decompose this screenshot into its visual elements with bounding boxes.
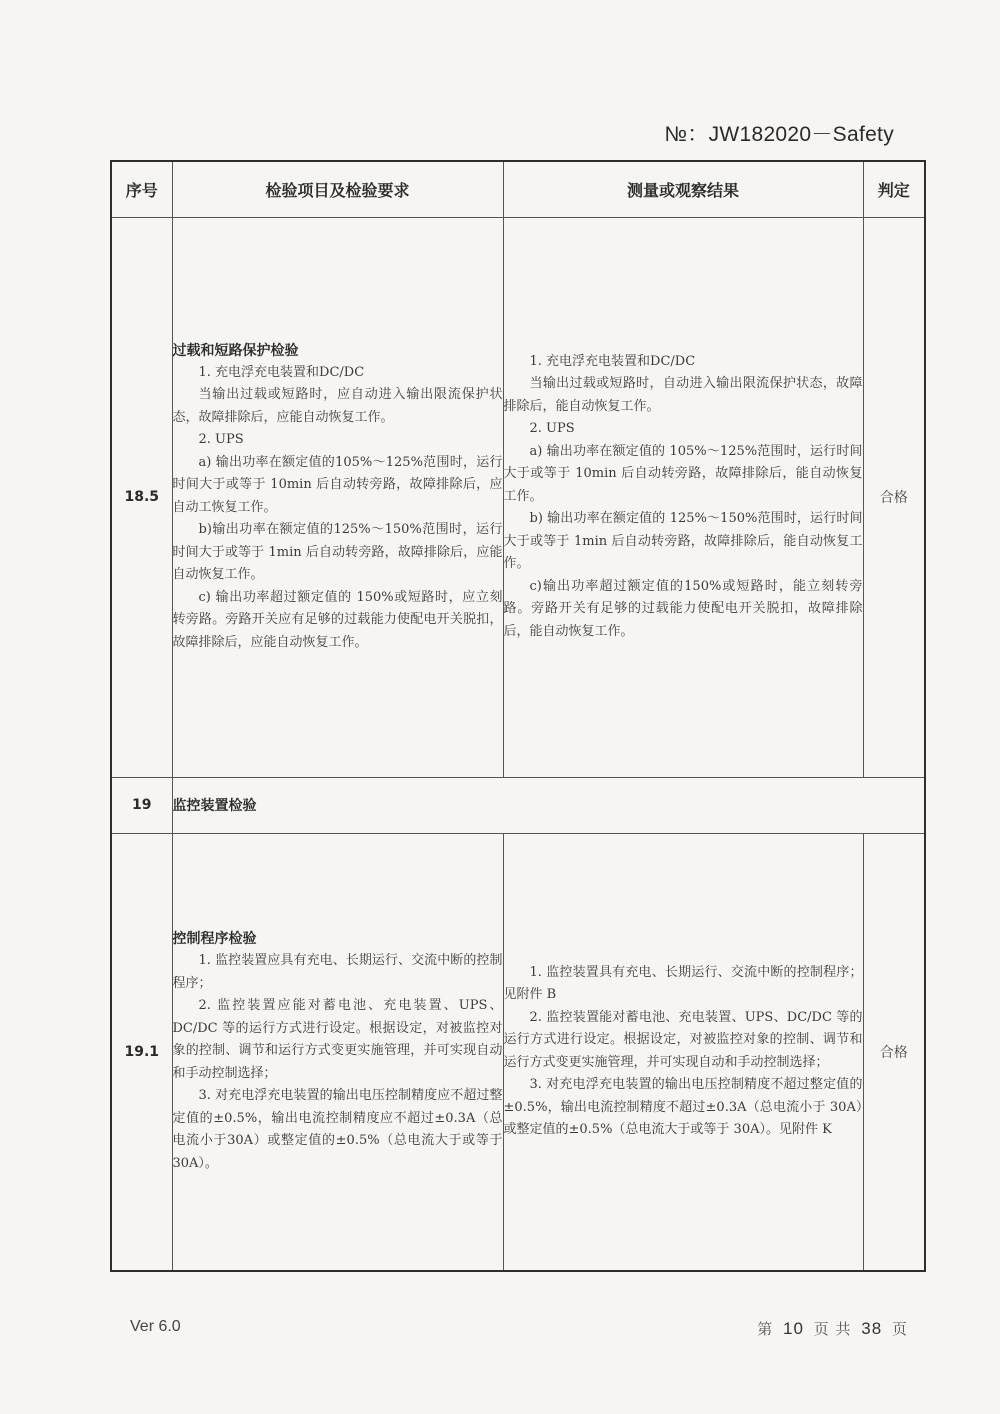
requirement-cell <box>172 217 503 777</box>
inspection-table <box>110 160 926 1272</box>
page-mid: 页 共 <box>813 1320 852 1338</box>
requirement-line: 1. 充电浮充电装置和DC/DC <box>198 364 365 380</box>
table-header-row <box>111 161 925 217</box>
requirement-line: 2. 监控装置应能对蓄电池、充电装置、UPS、DC/DC 等的运行方式进行设定。根据设定，对被监控对象的控制、调节和运行方式变更实施管理，并可实现自动和手动控制选择； <box>172 998 503 1081</box>
row-number: 19.1 <box>111 833 172 1271</box>
requirement-line: 当输出过载或短路时，应自动进入输出限流保护状态，故障排除后，应能自动恢复工作。 <box>172 387 503 425</box>
page-indicator <box>757 1318 908 1339</box>
result-line: c)输出功率超过额定值的150%或短路时，能立刻转旁路。旁路开关有足够的过载能力使配电开关脱扣，故障排除后，能自动恢复工作。 <box>503 578 863 639</box>
table-row-group <box>111 777 925 833</box>
requirement-line: 3. 对充电浮充电装置的输出电压控制精度应不超过整定值的±0.5%，输出电流控制精度应不超过±0.3A（总电流小于30A）或整定值的±0.5%（总电流大于或等于 30A）。 <box>172 1088 503 1171</box>
requirement-cell <box>172 833 503 1271</box>
result-line: a) 输出功率在额定值的 105%～125%范围时，运行时间大于或等于 10min 后自动转旁路，故障排除后，能自动恢复工作。 <box>503 443 863 504</box>
header-verdict: 判定 <box>863 161 925 217</box>
verdict-cell: 合格 <box>863 833 925 1271</box>
page-suffix: 页 <box>891 1320 908 1338</box>
result-line: 3. 对充电浮充电装置的输出电压控制精度不超过整定值的±0.5%，输出电流控制精度不超过±0.3A（总电流小于 30A）或整定值的±0.5%（总电流大于或等于 30A）。见附件 K <box>503 1077 863 1138</box>
header-seq: 序号 <box>111 161 172 217</box>
result-line: 1. 监控装置具有充电、长期运行、交流中断的控制程序；见附件 B <box>503 964 863 1003</box>
result-line: 2. 监控装置能对蓄电池、充电装置、UPS、DC/DC 等的运行方式进行设定。根据设定，对被监控对象的控制、调节和运行方式变更实施管理，并可实现自动和手动控制选择； <box>503 1009 863 1070</box>
requirement-line: a) 输出功率在额定值的105%～125%范围时，运行时间大于或等于 10min 后自动转旁路，故障排除后，应自动工恢复工作。 <box>172 454 503 515</box>
verdict-cell: 合格 <box>863 217 925 777</box>
document-number: №：JW182020－Safety <box>664 123 894 146</box>
result-line: 当输出过载或短路时，自动进入输出限流保护状态，故障排除后，能自动恢复工作。 <box>503 376 863 414</box>
requirement-line: b)输出功率在额定值的125%～150%范围时，运行时间大于或等于 1min 后自动转旁路，故障排除后，应能自动恢复工作。 <box>172 522 503 583</box>
item-title: 控制程序检验 <box>172 931 257 948</box>
group-title: 监控装置检验 <box>172 777 925 833</box>
requirement-line: 2. UPS <box>198 432 244 448</box>
version-label: Ver 6.0 <box>130 1318 181 1335</box>
result-line: 1. 充电浮充电装置和DC/DC <box>529 353 696 369</box>
result-line: 2. UPS <box>529 421 575 437</box>
row-number: 18.5 <box>111 217 172 777</box>
item-title: 过载和短路保护检验 <box>172 342 299 359</box>
row-number: 19 <box>111 777 172 833</box>
page-total: 38 <box>861 1319 883 1338</box>
table-row <box>111 833 925 1271</box>
table-row <box>111 217 925 777</box>
header-result: 测量或观察结果 <box>503 161 863 217</box>
result-line: b) 输出功率在额定值的 125%～150%范围时，运行时间大于或等于 1min 后自动转旁路，故障排除后，能自动恢复工作。 <box>503 511 863 572</box>
requirement-line: c) 输出功率超过额定值的 150%或短路时，应立刻转旁路。旁路开关应有足够的过载能力使配电开关脱扣，故障排除后，应能自动恢复工作。 <box>172 589 503 650</box>
result-cell <box>503 833 863 1271</box>
header-requirement: 检验项目及检验要求 <box>172 161 503 217</box>
requirement-line: 1. 监控装置应具有充电、长期运行、交流中断的控制程序； <box>172 953 503 991</box>
result-cell <box>503 217 863 777</box>
page-prefix: 第 <box>757 1320 774 1338</box>
page-current: 10 <box>783 1319 804 1338</box>
